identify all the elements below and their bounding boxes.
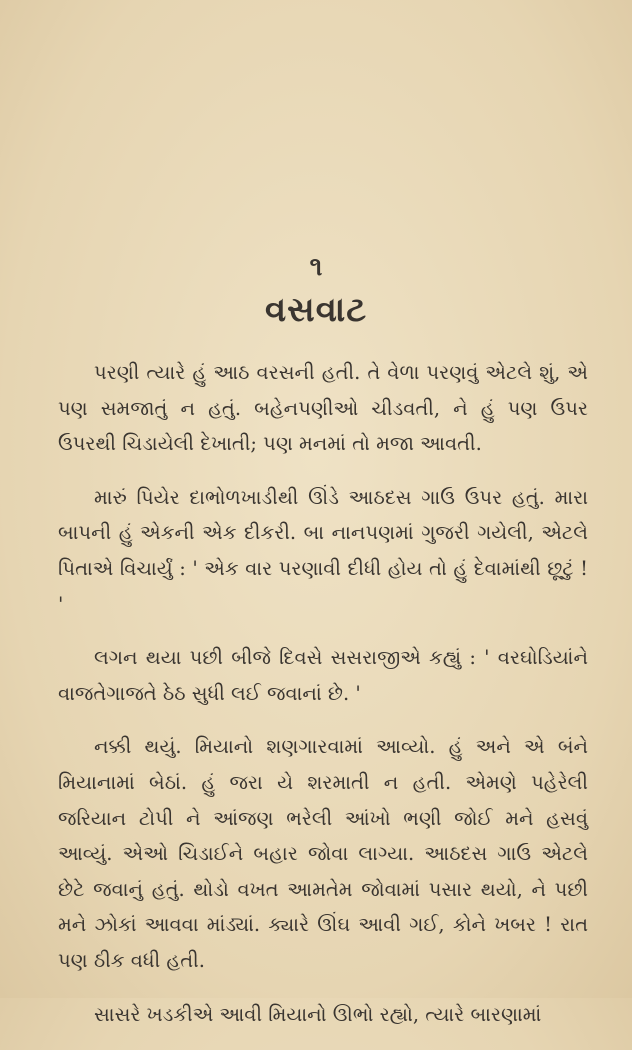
chapter-title: વસવાટ: [264, 290, 368, 330]
paragraph: લગન થયા પછી બીજે દિવસે સસરાજીએ કહ્યું : ' વરઘોડિયાંને વાજતેગાજતે ઠેઠ સુધી લઈ જવાનાં છે. ': [58, 646, 588, 705]
chapter-number: ૧: [309, 252, 323, 282]
chapter-body: [58, 355, 588, 1050]
paragraph: મારું પિયેર દાભોળખાડીથી ઊંડે આઠદસ ગાઉ ઉપર હતું. મારા બાપની હું એકની એક દીકરી. બા નાનપણમાં ગુજરી ગયેલી, એટલે પિતાએ વિચાર્યું : ' એક વાર પરણાવી દીધી હોય તો હું દેવામાંથી છૂટું ! ': [58, 485, 588, 616]
paragraph: સાસરે ખડકીએ આવી મિયાનો ઊભો રહ્યો, ત્યારે બારણામાં: [94, 1002, 542, 1026]
paragraph: પરણી ત્યારે હું આઠ વરસની હતી. તે વેળા પરણવું એટલે શું, એ પણ સમજાતું ન હતું. બહેનપણીઓ ચીડવતી, ને હું પણ ઉપર ઉપરથી ચિડાયેલી દેખાતી; પણ મનમાં તો મજા આવતી.: [58, 361, 588, 456]
paragraph: નક્કી થયું. મિયાનો શણગારવામાં આવ્યો. હું અને એ બંને મિયાનામાં બેઠાં. હું જરા યે શરમાતી ન હતી. એમણે પહેરેલી જરિયાન ટોપી ને આંજણ ભરેલી આંખો ભણી જોઈ મને હસવું આવ્યું. એઓ ચિડાઈને બહાર જોવા લાગ્યા. આઠદસ ગાઉ એટલે છેટે જવાનું હતું. થોડો વખત આમતેમ જોવામાં પસાર થયો, ને પછી મને ઝોકાં આવવા માંડ્યાં. ક્યારે ઊંઘ આવી ગઈ, કોને ખબર ! રાત પણ ઠીક વધી હતી.: [58, 735, 588, 972]
